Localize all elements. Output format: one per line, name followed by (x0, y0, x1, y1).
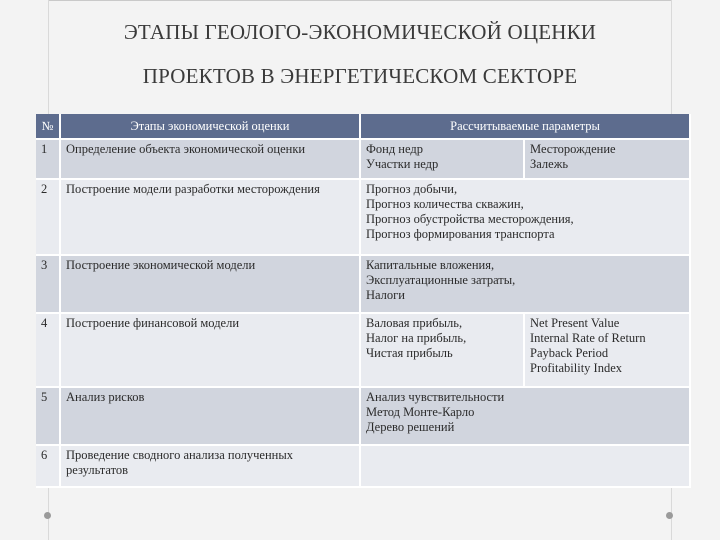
header-params: Рассчитываемые параметры (360, 114, 690, 139)
row-num: 5 (36, 387, 60, 445)
decorative-dot (44, 512, 51, 519)
row-params: Капитальные вложения, Эксплуатационные затраты, Налоги (360, 255, 690, 313)
table-row (36, 255, 690, 313)
row-params-extra: Net Present Value Internal Rate of Return Payback Period Profitability Index (524, 313, 690, 387)
row-params: Прогноз добычи, Прогноз количества скважин, Прогноз обустройства месторождения, Прогноз формирования транспорта (360, 179, 690, 255)
row-params (360, 445, 690, 487)
row-num: 4 (36, 313, 60, 387)
header-stage: Этапы экономической оценки (60, 114, 360, 139)
slide-title-line-1: ЭТАПЫ ГЕОЛОГО-ЭКОНОМИЧЕСКОЙ ОЦЕНКИ (123, 20, 597, 44)
slide-title-line-2: ПРОЕКТОВ В ЭНЕРГЕТИЧЕСКОМ СЕКТОРЕ (142, 64, 578, 88)
table-header-row (36, 114, 690, 139)
row-params-extra: Месторождение Залежь (524, 139, 690, 179)
row-stage: Определение объекта экономической оценки (60, 139, 360, 179)
table-row (36, 445, 690, 487)
row-num: 2 (36, 179, 60, 255)
table-row (36, 313, 690, 387)
decorative-dot (666, 512, 673, 519)
table-row (36, 139, 690, 179)
row-stage: Анализ рисков (60, 387, 360, 445)
table-row (36, 387, 690, 445)
top-rule (48, 0, 672, 1)
row-params: Фонд недр Участки недр (360, 139, 524, 179)
row-stage: Построение экономической модели (60, 255, 360, 313)
row-params: Анализ чувствительности Метод Монте-Карло Дерево решений (360, 387, 690, 445)
header-num: № (36, 114, 60, 139)
stages-table (36, 114, 691, 488)
row-num: 6 (36, 445, 60, 487)
row-num: 3 (36, 255, 60, 313)
table-row (36, 179, 690, 255)
row-stage: Построение модели разработки месторождения (60, 179, 360, 255)
row-stage: Построение финансовой модели (60, 313, 360, 387)
row-stage: Проведение сводного анализа полученных результатов (60, 445, 360, 487)
row-params: Валовая прибыль, Налог на прибыль, Чистая прибыль (360, 313, 524, 387)
row-num: 1 (36, 139, 60, 179)
